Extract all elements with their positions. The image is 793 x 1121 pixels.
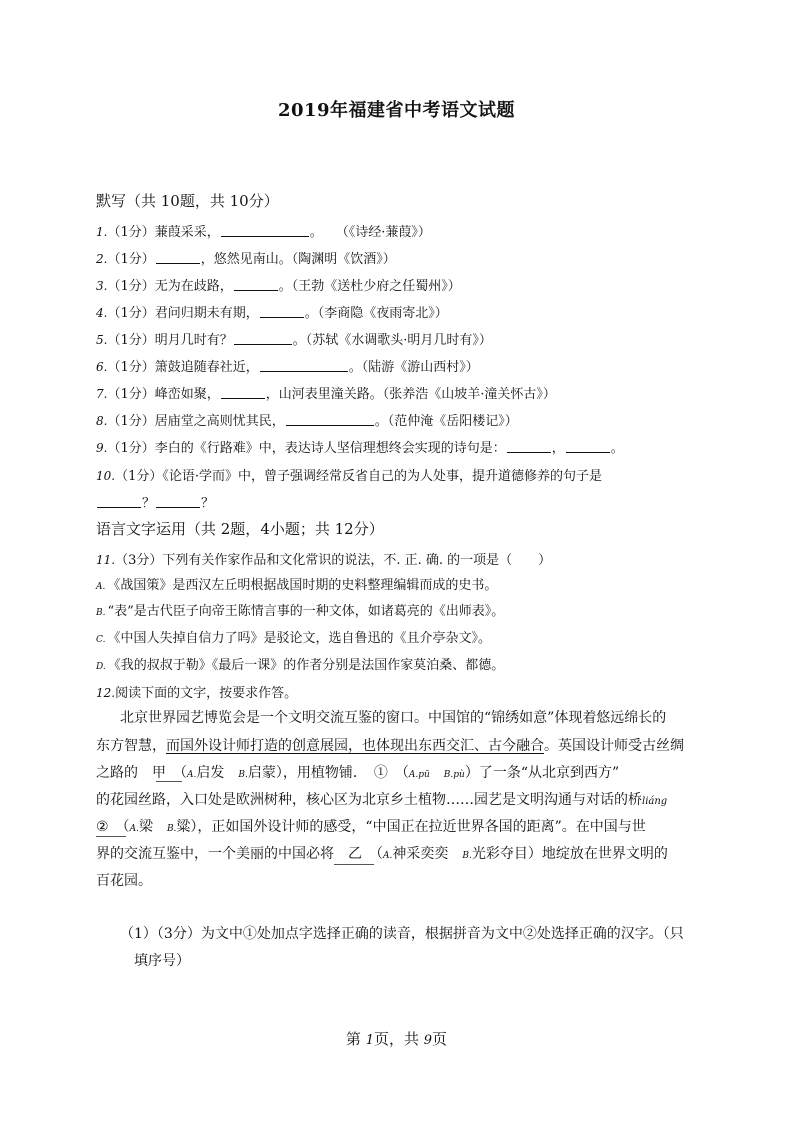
passage-line-4: 的花园丝路，入口处是欧洲树种，核心区为北京乡土植物……园艺是文明沟通与对话的桥liáng	[96, 792, 668, 808]
option-letter: B.	[96, 608, 106, 618]
question-10: 10.（1分）《论语·学而》中，曾子强调经常反省自己的为人处事，提升道德修养的句子是	[96, 469, 602, 484]
question-12: 12.阅读下面的文字，按要求作答。	[96, 686, 298, 701]
current-page-number: 1	[365, 1033, 374, 1048]
question-9: 9.（1分）李白的《行路难》中，表达诗人坚信理想终会实现的诗句是： ， 。	[96, 441, 624, 456]
answer-blank[interactable]	[566, 440, 610, 453]
question-11: 11.（3分）下列有关作家作品和文化常识的说法，不. 正. 确. 的一项是（ ）	[96, 553, 552, 568]
page-title: 2019年福建省中考语文试题	[277, 100, 516, 121]
option-d[interactable]: D. 《我的叔叔于勒》《最后一课》的作者分别是法国作家莫泊桑、都德。	[96, 658, 505, 673]
pinyin-hint: liáng	[642, 796, 668, 807]
answer-blank[interactable]	[260, 359, 348, 372]
question-number: 10.	[96, 469, 116, 483]
question-number: 6.	[96, 360, 108, 374]
question-7: 7.（1分）峰峦如聚， ，山河表里潼关路。（张养浩《山坡羊·潼关怀古》）	[96, 387, 556, 402]
answer-blank[interactable]	[286, 413, 374, 426]
option-c[interactable]: C. 《中国人失掉自信力了吗》是驳论文，选自鲁迅的《且介亭杂文》。	[96, 631, 491, 646]
page-footer: 第 1页，共 9页	[345, 1030, 448, 1048]
question-number: 1.	[96, 225, 108, 239]
option-letter: A.	[96, 582, 106, 592]
question-number: 7.	[96, 387, 108, 401]
sub-question-1: （1）（3分）为文中①处加点字选择正确的读音，根据拼音为文中②处选择正确的汉字。（只	[120, 926, 684, 942]
answer-blank[interactable]	[221, 224, 309, 237]
question-10-line2: ？ ？	[96, 492, 214, 511]
answer-blank[interactable]	[234, 278, 278, 291]
question-number: 4.	[96, 306, 108, 320]
question-number: 5.	[96, 333, 108, 347]
question-number: 8.	[96, 414, 108, 428]
option-a[interactable]: A. 《战国策》是西汉左丘明根据战国时期的史料整理编辑而成的史书。	[96, 578, 498, 593]
passage-line-3: 之路的 甲 （A.启发 B.启蒙），用植物铺． ① （A.pū B.pù）了一条“从北京到西方”	[96, 765, 620, 781]
answer-blank[interactable]	[221, 386, 265, 399]
question-3: 3.（1分）无为在歧路， 。（王勃《送杜少府之任蜀州》）	[96, 279, 461, 294]
answer-blank[interactable]	[260, 305, 304, 318]
option-letter: C.	[96, 635, 106, 645]
question-number: 3.	[96, 279, 108, 293]
answer-blank[interactable]	[156, 495, 200, 508]
question-2: 2.（1分） ，悠然见南山。（陶渊明《饮酒》）	[96, 252, 396, 267]
total-page-number: 9	[423, 1033, 433, 1048]
passage-line-7: 百花园。	[96, 873, 152, 889]
blank-mark-yi	[334, 864, 374, 865]
option-b[interactable]: B. “表”是古代臣子向帝王陈情言事的一种文体，如诸葛亮的《出师表》。	[96, 604, 505, 619]
question-number: 9.	[96, 441, 108, 455]
section-heading-dictation: 默写（共 10题，共 10分）	[96, 192, 279, 210]
question-6: 6.（1分）箫鼓追随春社近， 。（陆游《游山西村》）	[96, 360, 479, 375]
answer-blank[interactable]	[97, 495, 141, 508]
section-heading-language-use: 语言文字运用（共 2题，4小题；共 12分）	[96, 520, 384, 538]
underlined-sentence: 而国外设计师打造的创意展园，也体现出东西交汇、古今融合	[166, 738, 544, 754]
passage-line-1: 北京世界园艺博览会是一个文明交流互鉴的窗口。中国馆的“锦绣如意”体现着悠远绵长的	[120, 710, 667, 726]
answer-blank[interactable]	[156, 251, 200, 264]
passage-line-6: 界的交流互鉴中，一个美丽的中国必将 乙 （A.神采奕奕 B.光彩夺目）地绽放在世界文明的	[96, 846, 668, 862]
question-4: 4.（1分）君问归期未有期， 。（李商隐《夜雨寄北》）	[96, 306, 448, 321]
passage-line-5: ② （A.梁 B.粱），正如国外设计师的感受，“中国正在拉近世界各国的距离”。在中国与世	[96, 819, 646, 835]
question-number: 12.	[96, 686, 116, 700]
answer-blank[interactable]	[507, 440, 551, 453]
question-1: 1.（1分）蒹葭采采， 。 （《诗经·蒹葭》）	[96, 225, 431, 240]
question-number: 2.	[96, 252, 108, 266]
sub-question-1-line2: 填序号）	[134, 953, 190, 969]
answer-blank[interactable]	[234, 332, 292, 345]
question-number: 11.	[96, 553, 116, 567]
passage-line-2: 东方智慧，而国外设计师打造的创意展园，也体现出东西交汇、古今融合。英国设计师受古丝绸	[96, 738, 684, 754]
blank-mark-jia	[156, 781, 182, 782]
option-letter: D.	[96, 662, 106, 672]
question-8: 8.（1分）居庙堂之高则忧其民， 。（范仲淹《岳阳楼记》）	[96, 414, 518, 429]
question-5: 5.（1分）明月几时有？ 。（苏轼《水调歌头·明月几时有》）	[96, 333, 492, 348]
blank-mark-2	[96, 836, 126, 837]
